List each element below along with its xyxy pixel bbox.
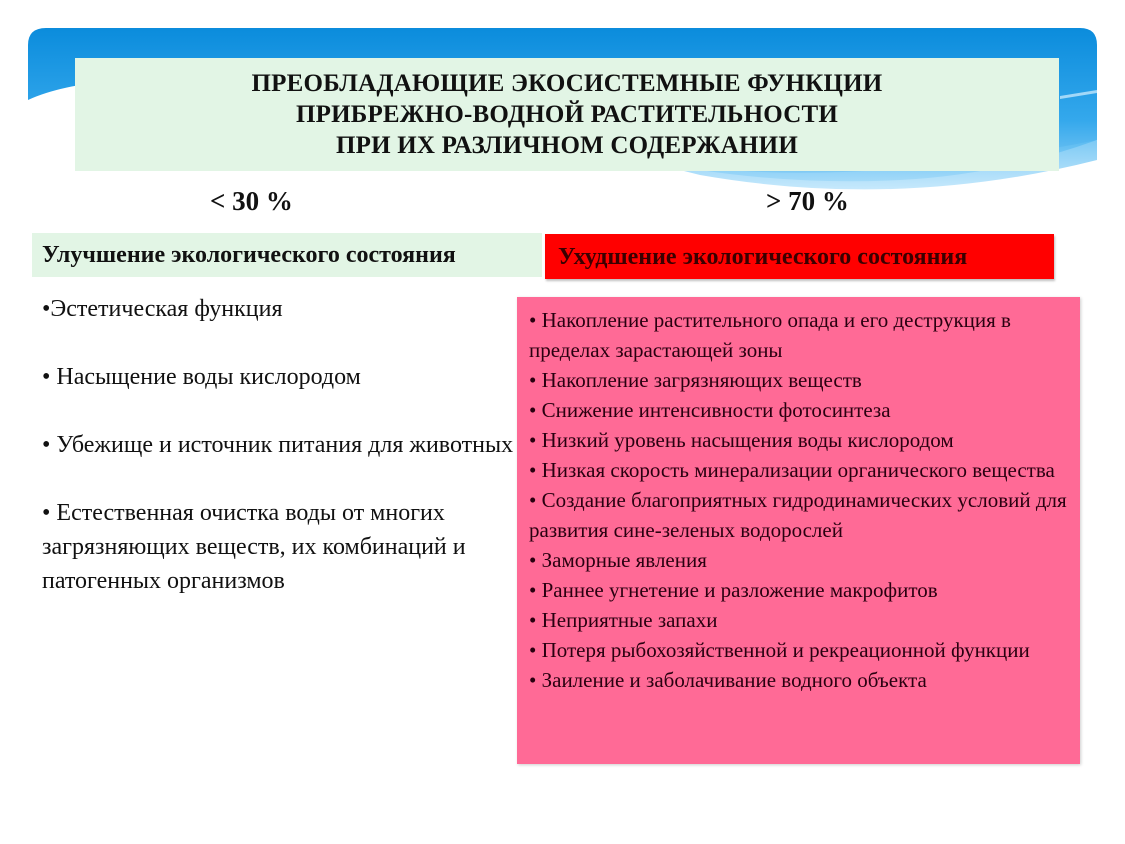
title-line: ПРЕОБЛАДАЮЩИЕ ЭКОСИСТЕМНЫЕ ФУНКЦИИ (251, 70, 883, 97)
title-line: ПРИ ИХ РАЗЛИЧНОМ СОДЕРЖАНИИ (336, 132, 798, 159)
improvement-header: Улучшение экологического состояния (32, 233, 542, 277)
list-item: • Насыщение воды кислородом (42, 364, 361, 390)
deterioration-list (517, 297, 1080, 764)
list-item: • Естественная очистка воды от многих загрязняющих веществ, их комбинаций и патогенных организмов (42, 500, 466, 594)
list-item: • Убежище и источник питания для животных (42, 432, 514, 458)
list-item: • Заморные явления (529, 548, 707, 572)
list-item: • Потеря рыбохозяйственной и рекреационной функции (529, 638, 1030, 662)
title-line: ПРИБРЕЖНО-ВОДНОЙ РАСТИТЕЛЬНОСТИ (295, 101, 839, 128)
list-item: • Снижение интенсивности фотосинтеза (529, 398, 891, 422)
list-item: • Раннее угнетение и разложение макрофитов (529, 578, 938, 602)
list-item: • Накопление растительного опада и его деструкция в пределах зарастающей зоны (529, 308, 1011, 362)
list-item: • Создание благоприятных гидродинамических условий для развития сине-зеленых водорослей (529, 488, 1067, 542)
threshold-low: < 30 % (210, 186, 293, 216)
deterioration-header: Ухудшение экологического состояния (545, 234, 1054, 279)
list-item: • Заиление и заболачивание водного объекта (529, 668, 927, 692)
list-item: •Эстетическая функция (42, 296, 283, 322)
title-box (75, 58, 1059, 171)
list-item: • Низкая скорость минерализации органического вещества (529, 458, 1055, 482)
list-item: • Неприятные запахи (529, 608, 718, 632)
list-item: • Низкий уровень насыщения воды кислородом (529, 428, 954, 452)
threshold-high: > 70 % (766, 186, 849, 216)
list-item: • Накопление загрязняющих веществ (529, 368, 862, 392)
improvement-list (42, 292, 522, 632)
